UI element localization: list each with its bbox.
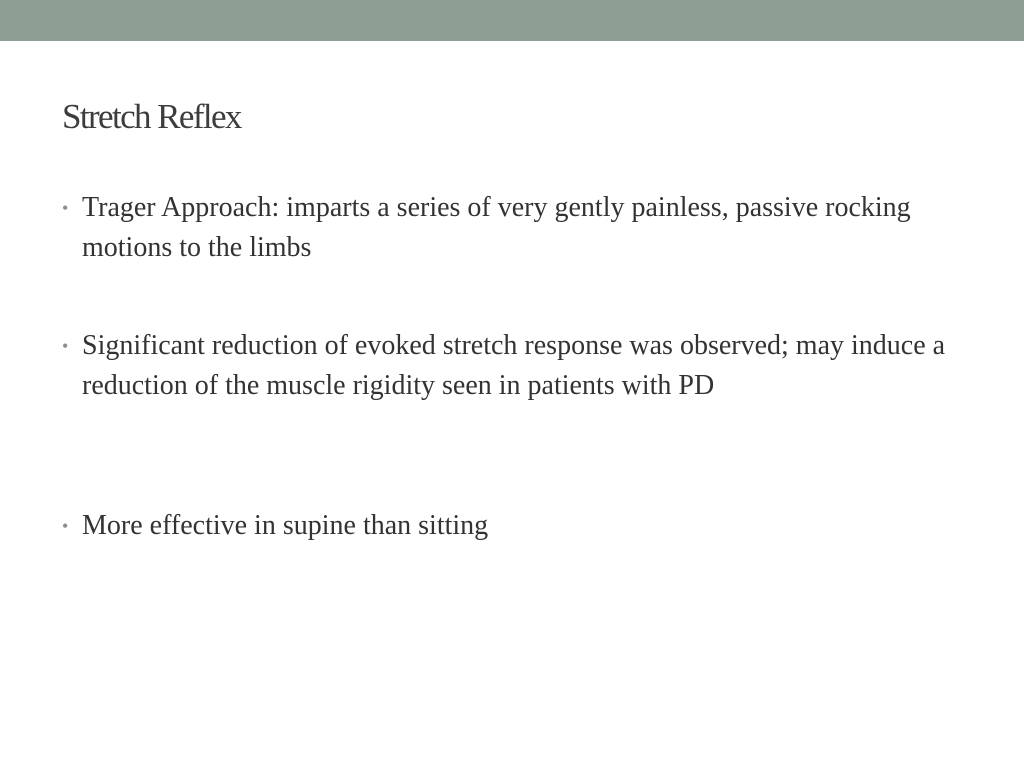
top-accent-bar — [0, 0, 1024, 41]
bullet-item — [62, 506, 962, 546]
slide-title: Stretch Reflex — [62, 97, 241, 136]
bullet-dot-icon: • — [62, 516, 69, 536]
bullet-text: Significant reduction of evoked stretch response was observed; may induce a reduction of the muscle rigidity seen in patients with PD — [82, 330, 946, 401]
bullet-item — [62, 326, 962, 406]
bullet-text: Trager Approach: imparts a series of very gently painless, passive rocking motions to the limbs — [82, 192, 911, 263]
bullet-dot-icon: • — [62, 198, 69, 218]
bullet-dot-icon: • — [62, 336, 69, 356]
bullet-item — [62, 188, 962, 268]
bullet-text: More effective in supine than sitting — [82, 510, 489, 541]
